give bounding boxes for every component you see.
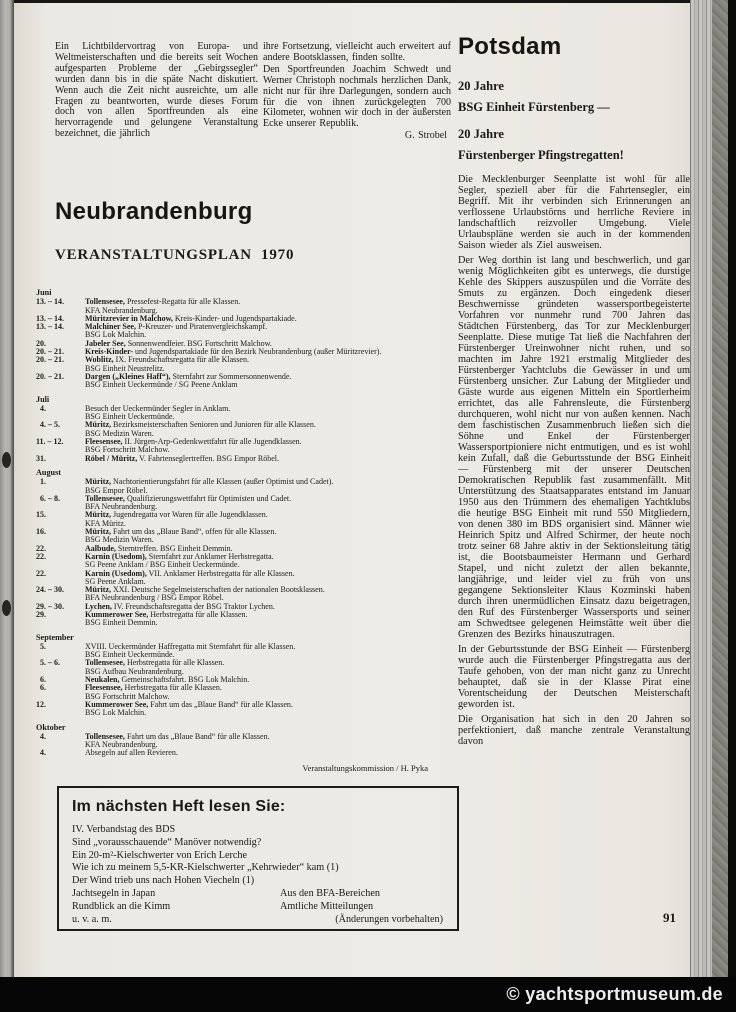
next-issue-item: Rundblick an die Kimm <box>72 900 171 912</box>
event-date: 11. – 12. <box>36 437 64 447</box>
schedule-month <box>36 396 452 463</box>
schedule-event-row <box>36 570 452 587</box>
page-top-rule <box>14 0 714 3</box>
intro-column-left <box>55 42 258 141</box>
event-location: Dargen („Kleines Haff“), <box>85 371 171 381</box>
month-label: Oktober <box>36 722 66 732</box>
event-location: Tollensesee, <box>85 731 125 741</box>
event-description: Aalbude, Sterntreffen. BSG Einheit Demmin. <box>85 543 233 553</box>
event-organizer: BSG Einheit Ueckermünde. <box>85 650 175 660</box>
event-plan-title: VERANSTALTUNGSPLAN 1970 <box>55 247 295 263</box>
event-description: Fleesensee, Herbstregatta für alle Klassen. BSG Fortschritt Malchow. <box>85 684 452 701</box>
event-date: 4. <box>36 731 46 741</box>
next-issue-items <box>72 824 445 926</box>
intro-paragraph: ihre Fortsetzung, vielleicht auch erweitert auf andere Bootsklassen, finden sollte. <box>263 41 451 63</box>
schedule-event-row <box>36 373 452 390</box>
event-description: Karnin (Usedom), VII. Anklamer Herbstregatta für alle Klassen. SG Peene Anklam. <box>85 570 452 587</box>
next-issue-item: Ein 20-m²-Kielschwerter von Erich Lerche <box>72 849 248 861</box>
event-organizer: BSG Fortschritt Malchow. <box>85 445 170 455</box>
event-location: Müritz, <box>85 420 111 430</box>
event-date: 31. <box>36 453 46 463</box>
next-issue-item: Jachtsegeln in Japan <box>72 887 156 899</box>
event-date: 20. <box>36 338 46 348</box>
event-organizer: BSG Einheit Ueckermünde. <box>85 412 175 422</box>
event-date: 13. – 14. <box>36 297 64 307</box>
event-date: 6. – 8. <box>36 493 60 503</box>
event-organizer: BSG Empor Röbel. <box>85 485 148 495</box>
next-issue-title: Im nächsten Heft lesen Sie: <box>72 798 286 815</box>
event-location: Jabeler See, <box>85 338 126 348</box>
schedule-event-row <box>36 478 452 495</box>
intro-paragraph: Den Sportfreunden Joachim Schwedt und Werner Christoph nochmals herzlichen Dank, nicht nur für ihre Darlegungen, sondern auch für die von ihnen zurückgelegten 700 Kilometer, wohnen wir doch in der äußersten Ecke unserer Republik. <box>263 63 451 130</box>
next-issue-item: Amtliche Mitteilungen <box>280 900 374 912</box>
event-location: Tollensesee, <box>85 658 125 668</box>
event-location: Müritz, <box>85 510 111 520</box>
schedule-event-row <box>36 684 452 701</box>
next-issue-item: IV. Verbandstag des BDS <box>72 824 176 835</box>
event-date: 12. <box>36 699 46 709</box>
potsdam-paragraph: Die Organisation hat sich in den 20 Jahren so perfektioniert, daß manche zentrale Veranstaltung davon <box>458 714 690 747</box>
event-date: 22. <box>36 568 46 578</box>
event-description: Lychen, IV. Freundschaftsregatta der BSG Traktor Lychen. <box>85 601 275 611</box>
next-issue-item: Aus den BFA-Bereichen <box>280 887 380 899</box>
event-description: Müritz, Jugendregatta vor Waren für alle Jugendklassen. KFA Müritz. <box>85 511 452 528</box>
schedule-event-row <box>36 659 452 676</box>
event-description: Malchiner See, P-Kreuzer- und Piratenvergleichskampf. BSG Lok Malchin. <box>85 323 452 340</box>
event-organizer: SG Peene Anklam / BSG Einheit Ueckermünde. <box>85 560 240 570</box>
event-description: Müritz, Bezirksmeisterschaften Senioren und Junioren für alle Klassen. BSG Medizin Waren. <box>85 421 452 438</box>
next-issue-item: Der Wind trieb uns nach Hohen Viecheln (1) <box>72 875 255 887</box>
event-location: Röbel / Müritz, <box>85 453 138 463</box>
event-schedule <box>36 289 452 772</box>
event-date: 13. – 14. <box>36 322 64 332</box>
schedule-event-row <box>36 405 452 422</box>
event-description: Müritzrevier in Malchow, Kreis-Kinder- und Jugendspartakiade. <box>85 313 297 323</box>
potsdam-subheading-2 <box>458 124 690 166</box>
month-label: September <box>36 632 74 642</box>
event-description: Tollensesee, Qualifizierungswettfahrt für Optimisten und Cadet. BFA Neubrandenburg. <box>85 495 452 512</box>
event-location: Malchiner See, <box>85 322 136 332</box>
event-description: Kreis-Kinder- und Jugendspartakiade für den Bezirk Neubrandenburg (außer Müritzrevier). <box>85 347 382 357</box>
schedule-month <box>36 634 452 718</box>
event-location: Neukalen, <box>85 675 120 685</box>
event-description: XVIII. Ueckermünder Haffregatta mit Sternfahrt für alle Klassen. BSG Einheit Ueckermünde. <box>85 643 452 660</box>
binding-hole <box>2 452 11 468</box>
book-spine-left <box>0 0 14 977</box>
potsdam-paragraph: Der Weg dorthin ist lang und beschwerlich, und gar wenig Möglichkeiten gibt es unterwegs, die durstige Kehle des Skippers auszuspülen und die Vorräte des Smuts zu ergänzen. Doch eingedenk dieser Beschwernisse gründeten wassersportbegeisterte Vorfahren vor nunmehr rund 700 Jahren das Städtchen Fürstenberg, das Tor zur Mecklenburger Seenplatte. Diese mutige Tat ließ die Nachfahren der Fürstenberger Ureinwohner nicht ruhen, und so machten im Jahre 1921 erstmalig Mitglieder des Fürstenberger Yachtclubs die Gewässer in und um Fürstenberg unsicher. Zur Labung der Mitglieder und Gäste wurde aus eigenen Mitteln ein Sportlerheim errichtet, das alle Fahrensleute, die Fürstenberg durchqueren, wohl nicht nur von außen kennen. Nach dem faschistischen Zusammenbruch ließen sich die Söhne und Enkel der Fürstenberger Wassersportpioniere nicht entmutigen, und es ist wohl kein Zufall, daß die Geburtsstunde der BSG Einheit — Fürstenberg mit der unserer Deutschen Demokratischen Republik fast zusammenfällt. Mit Unterstützung des Staatsapparates entstand im Januar 1950 aus den Trümmern des ehemaligen Yachtklubs die heutige BSG Einheit mit rund 550 Mitgliedern, von denen 380 im BDS organisiert sind. Männer wie Heinrich Spitz und Alfred Schirmer, der heute noch trotz seiner 68 Jahre aktiv in der Sektionsleitung tätig ist, die Bootsbaumeister Hermann und Gerhard Stapel, und nicht zuletzt der allen bekannte, langjährige, und leider viel zu früh von uns gegangene Sektionsleiter Klaus Kozminski haben durch ihren unermüdlichen Einsatz dazu beigetragen, den Ruf des Fürstenberger Wassersports und seiner am Schwedtsee gelegenen Heimstätte weit über die Grenzen des Bezirks hinauszutragen. <box>458 255 690 640</box>
event-description: Neukalen, Gemeinschaftsfahrt. BSG Lok Malchin. <box>85 675 250 685</box>
event-date: 16. <box>36 527 46 537</box>
schedule-month <box>36 289 452 390</box>
event-description: Absegeln auf allen Revieren. <box>85 748 178 758</box>
watermark-text: © yachtsportmuseum.de <box>506 984 723 1004</box>
event-description: Müritz, Nachtorientierungsfahrt für alle Klassen (außer Optimist und Cadet). BSG Empor Röbel. <box>85 478 452 495</box>
event-description: Karnin (Usedom), Sternfahrt zur Anklamer Herbstregatta. SG Peene Anklam / BSG Einheit Ueckermünde. <box>85 553 452 570</box>
potsdam-subheading-1 <box>458 76 690 118</box>
watermark-bar <box>0 977 736 1012</box>
next-issue-row <box>72 901 445 914</box>
page-number: 91 <box>663 910 676 925</box>
intro-column-right <box>263 42 451 143</box>
schedule-event-row <box>36 511 452 528</box>
event-location: Kummerower See, <box>85 699 149 709</box>
potsdam-paragraph: In der Geburtsstunde der BSG Einheit — Fürstenberg wurde auch die Fürstenberger Pfingstregatta aus der Taufe gehoben, von der man nicht ganz zu Unrecht behauptet, daß sie in der Klasse Pirat eine Vorentscheidung der Deutschen Meisterschaft geworden ist. <box>458 644 690 710</box>
event-date: 29. <box>36 609 46 619</box>
event-date: 20. – 21. <box>36 371 64 381</box>
event-description: Dargen („Kleines Haff“), Sternfahrt zur Sommersonnenwende. BSG Einheit Ueckermünde / SG Peene Anklam <box>85 373 452 390</box>
binding-hole <box>2 600 11 616</box>
event-location: Fleesensee, <box>85 437 123 447</box>
event-organizer: BFA Neubrandenburg / BSG Empor Röbel. <box>85 593 224 603</box>
event-date: 29. – 30. <box>36 601 64 611</box>
schedule-event-row <box>36 586 452 603</box>
event-date: 1. <box>36 477 46 487</box>
subheading-line: BSG Einheit Fürstenberg — <box>458 100 610 114</box>
event-description: Röbel / Müritz, V. Fahrtenseglertreffen. BSG Empor Röbel. <box>85 453 279 463</box>
schedule-event-row <box>36 438 452 455</box>
schedule-event-row <box>36 421 452 438</box>
event-organizer: BSG Aufbau Neubrandenburg. <box>85 666 184 676</box>
event-organizer: BSG Einheit Ueckermünde / SG Peene Anklam <box>85 380 238 390</box>
schedule-event-row <box>36 749 452 757</box>
schedule-event-row <box>36 733 452 750</box>
schedule-month <box>36 724 452 758</box>
next-issue-item: Sind „vorausschauende“ Manöver notwendig? <box>72 836 262 848</box>
event-organizer: KFA Müritz. <box>85 518 126 528</box>
schedule-event-row <box>36 643 452 660</box>
event-location: Fleesensee, <box>85 683 123 693</box>
month-label: Juli <box>36 394 50 404</box>
event-date: 5. – 6. <box>36 658 60 668</box>
next-issue-item: Wie ich zu meinem 5,5-KR-Kielschwerter „Kehrwieder“ kam (1) <box>72 862 339 874</box>
event-organizer: KFA Neubrandenburg. <box>85 740 158 750</box>
event-date: 4. – 5. <box>36 420 60 430</box>
schedule-months <box>36 289 452 758</box>
event-description: Tollensesee, Fahrt um das „Blaue Band“ für alle Klassen. KFA Neubrandenburg. <box>85 733 452 750</box>
event-description: Besuch der Ueckermünder Segler in Anklam. BSG Einheit Ueckermünde. <box>85 405 452 422</box>
event-description: Fleesensee, II. Jürgen-Arp-Gedenkwettfahrt für alle Jugendklassen. BSG Fortschritt Malchow. <box>85 438 452 455</box>
event-organizer: BSG Medizin Waren. <box>85 428 154 438</box>
subheading-line: Fürstenberger Pfingstregatten! <box>458 148 624 162</box>
event-description: Müritz, Fahrt um das „Blaue Band“, offen für alle Klassen. BSG Medizin Waren. <box>85 528 452 545</box>
intro-paragraph: Ein Lichtbildervortrag von Europa- und Weltmeisterschaften und die bereits seit Wochen aufgesparten Probleme der „Gebirgssegler“ wurden dann bis in die späte Nacht diskutiert. Wenn auch die Zeit nicht ausreichte, um alle Fragen zu beantworten, wurde dieses Forum doch von allen Sportfreunden als eine hervorragende und gelungene Veranstaltung bezeichnet, die jährlich <box>55 41 258 140</box>
next-issue-box <box>57 786 459 931</box>
event-date: 4. <box>36 748 46 758</box>
event-location: Kreis-Kinder- <box>85 347 133 357</box>
event-date: 5. <box>36 641 46 651</box>
next-issue-row <box>72 914 445 927</box>
schedule-event-row <box>36 455 452 463</box>
event-description: Kummerower See, Fahrt um das „Blaue Band“ für alle Klassen. BSG Lok Malchin. <box>85 701 452 718</box>
event-date: 22. <box>36 543 46 553</box>
schedule-event-row <box>36 298 452 315</box>
event-location: Müritzrevier in Malchow, <box>85 313 173 323</box>
book-page-edges <box>690 0 713 977</box>
event-organizer: BSG Einheit Demmin. <box>85 618 158 628</box>
potsdam-body <box>458 174 690 908</box>
event-description: Jabeler See, Sonnenwendfeier. BSG Fortschritt Malchow. <box>85 338 272 348</box>
event-date: 13. – 14. <box>36 313 64 323</box>
month-label: August <box>36 467 62 477</box>
next-issue-item: u. v. a. m. <box>72 913 112 925</box>
potsdam-paragraph: Die Mecklenburger Seenplatte ist wohl für alle Segler, speziell aber für die Fahrtensegler, ein Begriff. Mit ihr verbinden sich Erinnerungen an verflossene Urlaubstörns und herrliche Reviere in landschaftlich reizvoller Umgebung. Viele Urlaubspläne werden sie auch in der kommenden Saison wieder als Ziel ausweisen. <box>458 174 690 251</box>
magazine-page <box>14 0 690 977</box>
event-location: Kummerower See, <box>85 609 149 619</box>
event-date: 4. <box>36 403 46 413</box>
event-description: Tollensesee, Herbstregatta für alle Klassen. BSG Aufbau Neubrandenburg. <box>85 659 452 676</box>
event-location: Müritz, <box>85 477 111 487</box>
event-date: 22. <box>36 551 46 561</box>
next-issue-item: (Änderungen vorbehalten) <box>335 913 443 925</box>
event-date: 15. <box>36 510 46 520</box>
event-organizer: BSG Einheit Neustrelitz. <box>85 363 165 373</box>
schedule-event-row <box>36 701 452 718</box>
next-issue-row <box>72 888 445 901</box>
event-description: Müritz, XXI. Deutsche Segelmeisterschaften der nationalen Bootsklassen. BFA Neubrandenburg / BSG Empor Röbel. <box>85 586 452 603</box>
event-description: Kummerower See, Herbstregatta für alle Klassen. BSG Einheit Demmin. <box>85 611 452 628</box>
event-location: Karnin (Usedom), <box>85 568 147 578</box>
event-date: 20. – 21. <box>36 347 64 357</box>
month-label: Juni <box>36 288 52 297</box>
event-organizer: BSG Medizin Waren. <box>85 535 154 545</box>
section-title-potsdam: Potsdam <box>458 33 562 60</box>
event-organizer: SG Peene Anklam. <box>85 576 146 586</box>
book-spine-right <box>712 0 728 977</box>
scan-edge <box>728 0 736 977</box>
schedule-event-row <box>36 553 452 570</box>
event-location: Müritz, <box>85 527 111 537</box>
commission-signature: Veranstaltungskommission / H. Pyka <box>302 762 428 773</box>
event-date: 6. <box>36 675 46 685</box>
event-date: 20. – 21. <box>36 355 64 365</box>
schedule-event-row <box>36 611 452 628</box>
event-location: Müritz, <box>85 585 111 595</box>
subheading-line: 20 Jahre <box>458 79 504 93</box>
event-description: Tollensesee, Pressefest-Regatta für alle Klassen. KFA Neubrandenburg. <box>85 298 452 315</box>
event-location: Tollensesee, <box>85 297 125 307</box>
event-organizer: BSG Fortschritt Malchow. <box>85 691 170 701</box>
event-organizer: BSG Lok Malchin. <box>85 330 147 340</box>
event-location: Tollensesee, <box>85 493 125 503</box>
event-date: 6. <box>36 683 46 693</box>
section-title-neubrandenburg: Neubrandenburg <box>55 198 253 225</box>
event-organizer: BFA Neubrandenburg. <box>85 502 158 512</box>
event-description: Woblitz, IX. Freundschaftsregatta für alle Klassen. BSG Einheit Neustrelitz. <box>85 356 452 373</box>
event-date: 24. – 30. <box>36 585 64 595</box>
event-organizer: BSG Lok Malchin. <box>85 708 147 718</box>
schedule-event-row <box>36 356 452 373</box>
subheading-line: 20 Jahre <box>458 127 504 141</box>
event-location: Karnin (Usedom), <box>85 551 147 561</box>
event-location: Woblitz, <box>85 355 114 365</box>
author-signature: G. Strobel <box>404 130 447 142</box>
schedule-month <box>36 469 452 628</box>
schedule-event-row <box>36 528 452 545</box>
event-location: Lychen, <box>85 601 112 611</box>
schedule-event-row <box>36 323 452 340</box>
schedule-event-row <box>36 495 452 512</box>
event-organizer: KFA Neubrandenburg. <box>85 305 158 315</box>
event-location: Aalbude, <box>85 543 116 553</box>
